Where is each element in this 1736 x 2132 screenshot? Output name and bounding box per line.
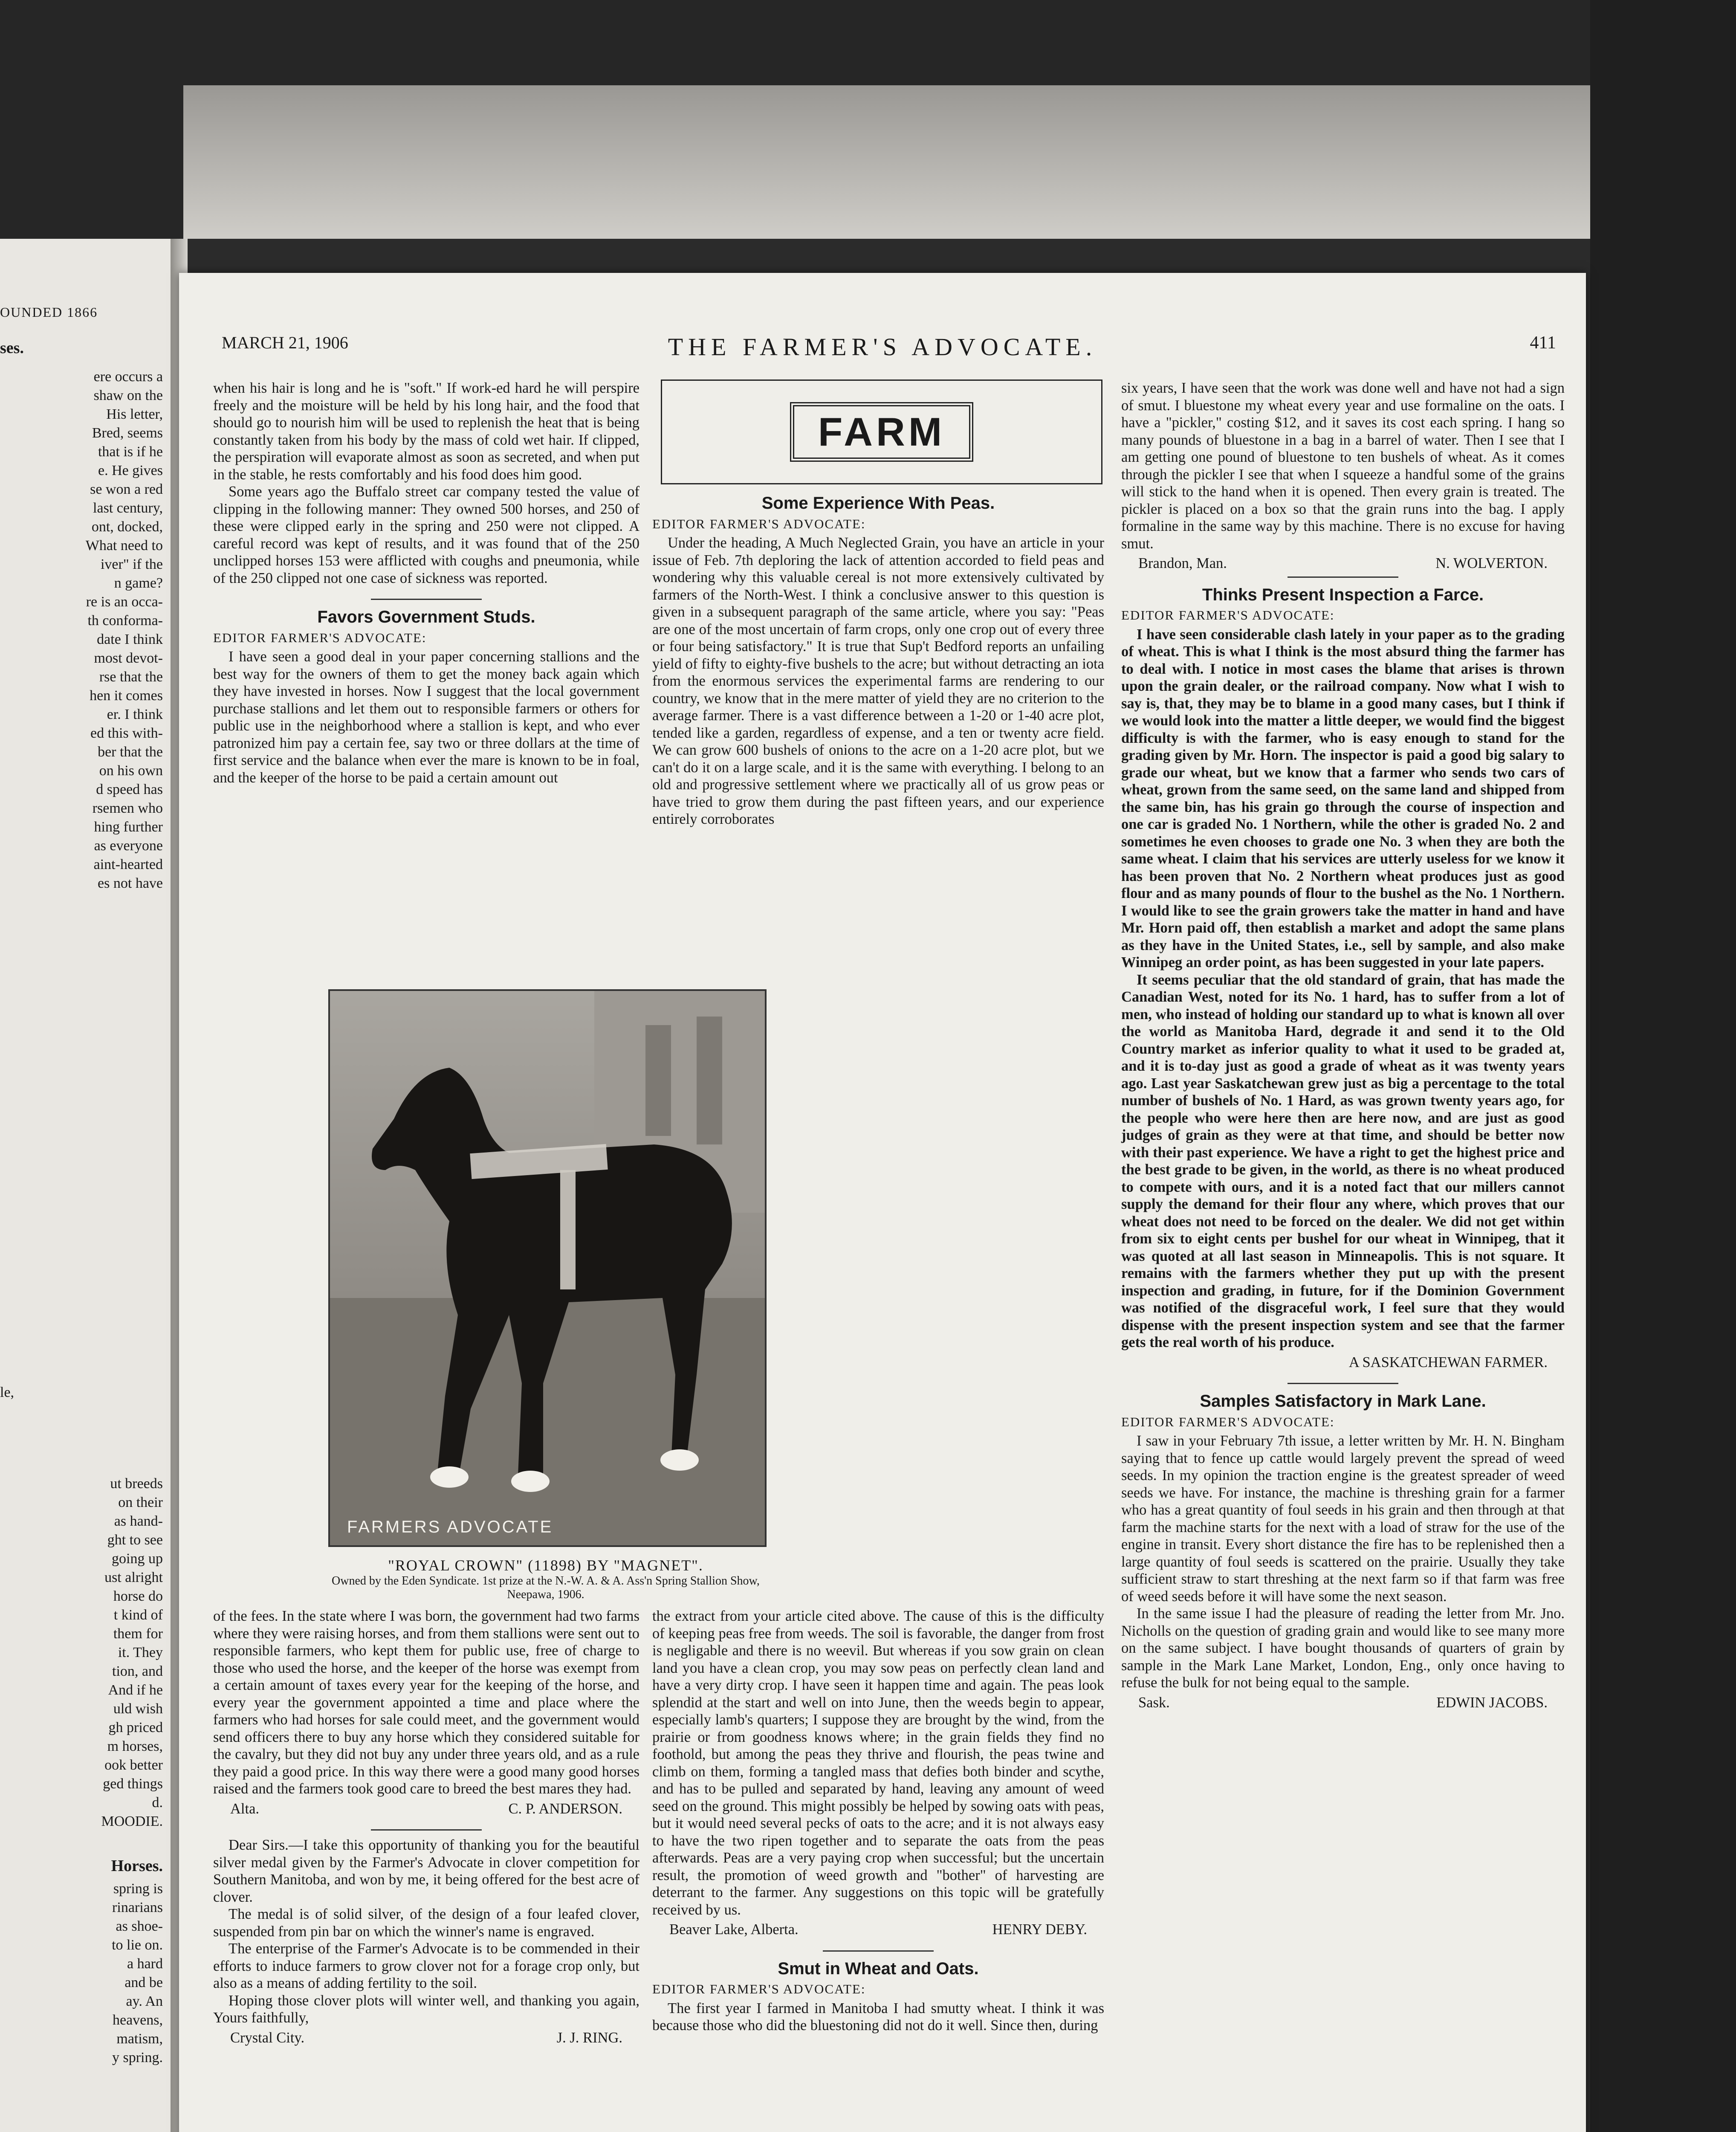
editor-salutation: EDITOR FARMER'S ADVOCATE:: [213, 630, 427, 645]
page-number: 411: [1530, 333, 1556, 353]
signature-name: EDWIN JACOBS.: [1436, 1694, 1548, 1711]
signature-line: [1121, 1354, 1565, 1371]
horse-illustration: [330, 991, 765, 1545]
signature-place: Alta.: [230, 1800, 260, 1817]
left-page-text-line: Bred, seems: [92, 425, 163, 441]
left-page-text-line: spring is: [113, 1881, 163, 1897]
paragraph: six years, I have seen that the work was done well and have not had a sign of smut. I bluestone my wheat every year and use formaline on the oats. I have a "pickler," costing $12, and it saves its cost each spring. I hang so many pounds of bluestone in a bag in a barrel of water. Then I see that I am getting one pound of bluestone to ten bushels of wheat. As it comes through the pickler I see that when I squeeze a handful some of the grains will stick to the hand when it is opened. Then every grain is treated. The pickler is placed on a box so that the grain runs into the bag. I apply formaline in the same way by this machine. There is no excuse for having smut.: [1121, 380, 1565, 552]
left-page-text-line: d speed has: [96, 782, 163, 797]
left-page-text-line: t kind of: [113, 1607, 163, 1623]
left-page-text-line: as everyone: [94, 838, 163, 854]
signature-name: HENRY DEBY.: [992, 1921, 1087, 1938]
left-page-text-line: uld wish: [113, 1701, 163, 1717]
caption-title: "ROYAL CROWN" (11898) BY "MAGNET".: [388, 1557, 703, 1574]
left-page-text-line: to lie on.: [112, 1937, 163, 1953]
left-section-title-2: Horses.: [111, 1857, 163, 1875]
divider: [823, 1950, 934, 1952]
left-column-text-2: [0, 1383, 171, 1402]
left-page-text-line: His letter,: [106, 406, 163, 422]
column-1-top: [213, 379, 639, 786]
left-page-text-line: gh priced: [108, 1720, 163, 1735]
left-page-text-line: e. He gives: [98, 463, 163, 478]
left-column-text-4: [0, 1880, 171, 2067]
paragraph: of the fees. In the state where I was born, the government had two farms where they were raising horses, and from them stallions were sent out to responsible farmers, who kept them for public use, free of charge to those who used the horse, and the keeper of the horse was exempt from a certain amount of taxes every year for the keeping of the horse, and every year the government appointed a time and place where the farmers who had horses for sale could meet, and the government would send officers there to buy any horse which they considered suitable for the cavalry, but they did not buy any under three years old, and as a rule they paid a good price. In this way there were a good many good horses raised and the farmers took good care to breed the best mares they had.: [213, 1608, 639, 1797]
signature-line: [213, 1800, 639, 1818]
scan-background-top: [0, 0, 1736, 239]
left-page-text-line: shaw on the: [93, 388, 163, 403]
left-page-text-line: d.: [152, 1795, 163, 1810]
left-page-text-line: ay. An: [126, 1993, 163, 2009]
left-page-text-line: rse that the: [99, 669, 163, 685]
masthead-title: THE FARMER'S ADVOCATE.: [668, 333, 1097, 361]
left-page-text-line: tion, and: [112, 1663, 163, 1679]
left-page-text-line: heavens,: [112, 2012, 163, 2028]
left-column-text-1: [0, 368, 171, 893]
left-page-text-line: ook better: [104, 1757, 163, 1773]
paragraph: Under the heading, A Much Neglected Grain, you have an article in your issue of Feb. 7th deploring the lack of attention accorded to field peas and wondering why this valuable cereal is not more extensively cultivated by farmers of the North-West. I think a conclusive answer to this question is given in a subsequent paragraph of the same article, where you say: "Peas are one of the most uncertain of farm crops, only one crop out of every three or four being satisfactory." It is true that Sup't Bedford reports an unfailing yield of fifty to eighty-five bushels to the acre; but without detracting an iota from the enormous services the experimental farms are rendering to our country, we know that in the mere matter of yield they are no criterion to the average farmer. There is a vast difference between a 1-20 or 1-40 acre plot, tended like a garden, regardless of expense, and a ten or twenty acre field. We can grow 600 bushels of onions to the acre on a 1-20 acre plot, but we can't do it on a large scale, and it is the same with everything. I belong to an old and progressive settlement where we practically all of us grow peas or have tried to grow them during the past fifteen years, and our experience entirely corroborates: [652, 535, 1104, 827]
scan-background-right: [1590, 0, 1736, 2132]
signature-place: Beaver Lake, Alberta.: [669, 1921, 799, 1938]
signature-line: [1121, 1694, 1565, 1712]
left-page-text-line: re is an occa-: [86, 594, 163, 610]
divider: [1288, 1383, 1398, 1384]
left-page-text-line: n game?: [114, 575, 163, 591]
left-page-text-line: going up: [112, 1551, 163, 1567]
left-page-text-line: er. I think: [107, 707, 163, 722]
left-page-text-line: ber that the: [98, 744, 163, 760]
article-title: Some Experience With Peas.: [761, 494, 995, 513]
left-page-text-line: and be: [124, 1975, 163, 1990]
paragraph: Hoping those clover plots will winter well, and thanking you again, Yours faithfully,: [213, 1992, 639, 2026]
signature-name: N. WOLVERTON.: [1435, 555, 1548, 571]
divider: [371, 1829, 482, 1831]
left-page-text-line: as shoe-: [116, 1918, 163, 1934]
signature-place: Brandon, Man.: [1138, 555, 1227, 571]
left-page-text-line: as hand-: [114, 1513, 163, 1529]
left-page-text-line: on his own: [99, 763, 163, 779]
photo-caption: [307, 1556, 784, 1602]
left-page-text-line: date I think: [97, 631, 163, 647]
column-1-bottom: [213, 1608, 639, 2046]
left-column-text-3: [0, 1474, 171, 1831]
paragraph: I have seen a good deal in your paper concerning stallions and the best way for the owners of them to get the money back again which they have invested in horses. Now I suggest that the local government purchase stallions and let them out to responsible farmers or others for public use in the neighborhood where a stallion is kept, and who ever patronized him pay a certain fee, say two or three dollars at the time of first service and the balance when ever the mare is known to be in foal, and the keeper of the horse to be paid a certain amount out: [213, 649, 639, 786]
left-page-text-line: rinarians: [112, 1900, 163, 1915]
horse-photograph: [328, 989, 767, 1547]
left-page-text-line: hen it comes: [90, 688, 163, 704]
left-page-text-line: matism,: [116, 2031, 163, 2047]
left-page-text-line: last century,: [93, 500, 163, 516]
divider: [1288, 576, 1398, 578]
left-page-text-line: a hard: [127, 1956, 163, 1972]
left-page-text-line: ed this with-: [90, 725, 163, 741]
left-page-text-line: hing further: [94, 819, 163, 835]
column-2-top: [652, 495, 1104, 828]
newspaper-page: [179, 273, 1586, 2132]
column-2-bottom: [652, 1608, 1104, 2034]
left-page-text-line: on their: [118, 1495, 163, 1510]
article-title: Smut in Wheat and Oats.: [778, 1959, 979, 1978]
left-page-text-line: What need to: [85, 538, 163, 553]
left-page-text-line: y spring.: [112, 2050, 163, 2065]
left-page-text-line: MOODIE.: [101, 1813, 163, 1829]
left-section-title: ses.: [0, 339, 24, 357]
section-banner-label: FARM: [790, 402, 973, 462]
editor-salutation: EDITOR FARMER'S ADVOCATE:: [652, 1981, 866, 1996]
paragraph: The first year I farmed in Manitoba I had smutty wheat. I think it was because those who did the bluestoning did not do it well. Since then, during: [652, 2000, 1104, 2034]
signature-line: [652, 1921, 1104, 1938]
left-page-text-line: And if he: [108, 1682, 163, 1698]
photo-watermark: FARMERS ADVOCATE: [347, 1518, 553, 1536]
left-page-text-line: most devot-: [94, 650, 163, 666]
editor-salutation: EDITOR FARMER'S ADVOCATE:: [652, 516, 866, 531]
signature-name: A SASKATCHEWAN FARMER.: [1348, 1354, 1548, 1370]
left-page-text-line: rsemen who: [92, 800, 163, 816]
article-title: Thinks Present Inspection a Farce.: [1202, 585, 1484, 604]
paragraph: when his hair is long and he is "soft." If work-ed hard he will perspire freely and the moisture will be held by his long hair, and the food that should go to nourish him will be used to replenish the heat that is being constantly taken from his body by the mass of cold wet hair. If clipped, the perspiration will evaporate almost as soon as secreted, and when put in the stable, he rests comfortably and his food does him good.: [213, 380, 639, 483]
signature-place: Crystal City.: [230, 2029, 305, 2046]
signature-name: J. J. RING.: [556, 2029, 622, 2046]
caption-subtitle: Owned by the Eden Syndicate. 1st prize at the N.-W. A. & A. Ass'n Spring Stallion Show, Neepawa, 1906.: [332, 1574, 760, 1601]
left-page-text-line: le,: [0, 1385, 14, 1400]
divider: [371, 599, 482, 600]
article-title: Samples Satisfactory in Mark Lane.: [1200, 1392, 1486, 1411]
left-page-text-line: ged things: [103, 1776, 163, 1792]
left-page-text-line: ust alright: [104, 1570, 163, 1585]
left-page-text-line: ont, docked,: [91, 519, 163, 535]
left-page-text-line: es not have: [98, 875, 163, 891]
paragraph: I saw in your February 7th issue, a letter written by Mr. H. N. Bingham saying that to fence up cattle would largely prevent the spread of weed seeds. In my opinion the traction engine is the greatest spreader of weed seeds we have. For instance, the machine is threshing grain for a farmer who has a great quantity of foul seeds in his grain and then through at that farm the machine starts for the next with a load of straw for the use of the engine in transit. Every short distance the fire has to be replenished then a large quantity of foul seeds is scattered on the prairie. Usually they take sufficient straw to start threshing at the next farm so if that farm was free of weed seeds before it will have some the next season.: [1121, 1433, 1565, 1605]
left-page-text-line: aint-hearted: [93, 857, 163, 872]
left-page-text-line: them for: [113, 1626, 163, 1642]
left-page-header: OUNDED 1866: [0, 304, 98, 320]
left-facing-page: [0, 239, 173, 2132]
running-head: [205, 333, 1560, 361]
left-page-text-line: se won a red: [90, 481, 163, 497]
editor-salutation: EDITOR FARMER'S ADVOCATE:: [1121, 1414, 1335, 1429]
editor-salutation: EDITOR FARMER'S ADVOCATE:: [1121, 608, 1335, 623]
issue-date: MARCH 21, 1906: [222, 333, 348, 352]
paragraph: In the same issue I had the pleasure of reading the letter from Mr. Jno. Nicholls on the question of grading grain and would like to see many more on the same subject. I have bought thousands of quarters of grain by sample in the Mark Lane Market, London, Eng., only once having to refuse the bulk for not being equal to the sample.: [1121, 1605, 1565, 1691]
page-top-edge: [183, 85, 1590, 239]
left-page-text-line: th conforma-: [87, 613, 163, 629]
left-page-text-line: that is if he: [98, 444, 163, 460]
signature-place: Sask.: [1138, 1694, 1170, 1711]
left-page-text-line: ut breeds: [110, 1476, 163, 1492]
section-banner: [661, 379, 1102, 484]
paragraph: I have seen considerable clash lately in your paper as to the grading of wheat. This is what I think is the most absurd thing the farmer has to deal with. I notice in most cases the blame that arises is thrown upon the grain dealer, or the railroad company. Now what I wish to say is, that, they may be to blame in a good many cases, but I think if we would look into the matter a little deeper, we would find the biggest difficulty is with the farmer, who is easy enough to stand for the grading given by Mr. Horn. The inspector is paid a good big salary to grade our wheat, but we know that a farmer who sends two cars of wheat, grown from the same seed, on the same land and shipped from the same bin, has his grain go through the course of inspection and one car is graded No. 1 Northern, while the other is graded No. 2 and sometimes he even chooses to grade one No. 3 when they are both the same wheat. I claim that his services are utterly useless for we know it has been proven that No. 2 Northern wheat produces just as good flour and as many pounds of flour to the bushel as the No. 1 Northern. I would like to see the grain growers take the matter in hand and have Mr. Horn paid off, then establish a market and adopt the same plans as they have in the United States, i.e., sell by sample, and also make Winnipeg an order point, as has been suggested in your late papers.: [1121, 626, 1565, 970]
paragraph: Some years ago the Buffalo street car company tested the value of clipping in the following manner: They owned 500 horses, and 250 of these were clipped early in the spring and 250 were not clipped. A careful record was kept of results, and it was found that of the 250 unclipped horses 153 were afflicted with coughs and pneumonia, while of the 250 clipped not one case of sickness was reported.: [213, 484, 639, 586]
paragraph: It seems peculiar that the old standard of grain, that has made the Canadian West, noted for its No. 1 hard, has to suffer from a lot of men, who instead of holding our standard up to what is known all over the world as Manitoba Hard, degrade it and send it to the Old Country market as inferior quality to what it used to be graded at, and it is to-day just as good a grade of wheat as it was twenty years ago. Last year Saskatchewan grew just as big a percentage to the total number of bushels of No. 1 Hard, as was grown twenty years ago, for the people who were here then are here now, and are just as good judges of grain as they were at that time, and should be better now with their past experience. We have a right to get the highest price and the best grade to be given, in the world, as there is no wheat produced to compete with ours, and it is a noted fact that our millers cannot supply the demand for their flour any where, which proves that our wheat does not need to be forced on the dealer. We did not get within from six to eight cents per bushel for our wheat in Winnipeg, that it was quoted at all last season in Minneapolis. This is not square. It remains with the farmers whether they put up with the present inspection and grading, in future, for if the Dominion Government was notified of the disgraceful work, I feel sure that they would dispense with the present inspection system and see that the farmer gets the real worth of his produce.: [1121, 971, 1565, 1350]
left-page-text-line: it. They: [118, 1645, 163, 1660]
left-page-text-line: ght to see: [107, 1532, 163, 1548]
paragraph: The medal is of solid silver, of the design of a four leafed clover, suspended from pin bar on which the winner's name is engraved.: [213, 1906, 639, 1940]
paragraph: Dear Sirs.—I take this opportunity of thanking you for the beautiful silver medal given by the Farmer's Advocate in clover competition for Southern Manitoba, and won by me, it being offered for the best acre of clover.: [213, 1837, 639, 1905]
paragraph: the extract from your article cited above. The cause of this is the difficulty of keeping peas free from weeds. The soil is favorable, the danger from frost is negligable and there is no weevil. But whereas if you sow grain on clean land you have a clean crop, you may sow peas on perfectly clean land and have a very dirty crop. I have seen it happen time and again. The peas look splendid at the start and well on into June, then the weeds begin to appear, especially lamb's quarters; I suppose they are brought by the wind, from the prairie or from goodness knows where; in the grain fields they find no foothold, but among the peas they thrive and flourish, the peas twine and climb on them, forming a tangled mass that defies both binder and scythe, and has to be pulled and separated by hand, leaving any amount of weed seed on the ground. This might possibly be helped by sowing oats with peas, but it would need several pecks of oats to the acre; and it is not always easy to have the two ripen together and to separate the oats from the peas afterwards. Peas are a very paying crop when successful; but the uncertain result, the promotion of weed growth and "bother" of harvesting are deterrant to the farmer. Any suggestions on this topic will be gratefully received by us.: [652, 1608, 1104, 1918]
article-title: Favors Government Studs.: [317, 608, 535, 626]
left-page-text-line: m horses,: [107, 1738, 163, 1754]
column-3: [1121, 379, 1565, 1711]
left-page-text-line: iver" if the: [100, 556, 163, 572]
signature-name: C. P. ANDERSON.: [508, 1800, 622, 1817]
paragraph: The enterprise of the Farmer's Advocate is to be commended in their efforts to induce farmers to grow clover not for a forage crop only, but also as a means of adding fertility to the soil.: [213, 1941, 639, 1991]
signature-line: [213, 2029, 639, 2047]
signature-line: [1121, 555, 1565, 572]
left-page-text-line: ere occurs a: [93, 369, 163, 385]
left-page-text-line: horse do: [113, 1588, 163, 1604]
